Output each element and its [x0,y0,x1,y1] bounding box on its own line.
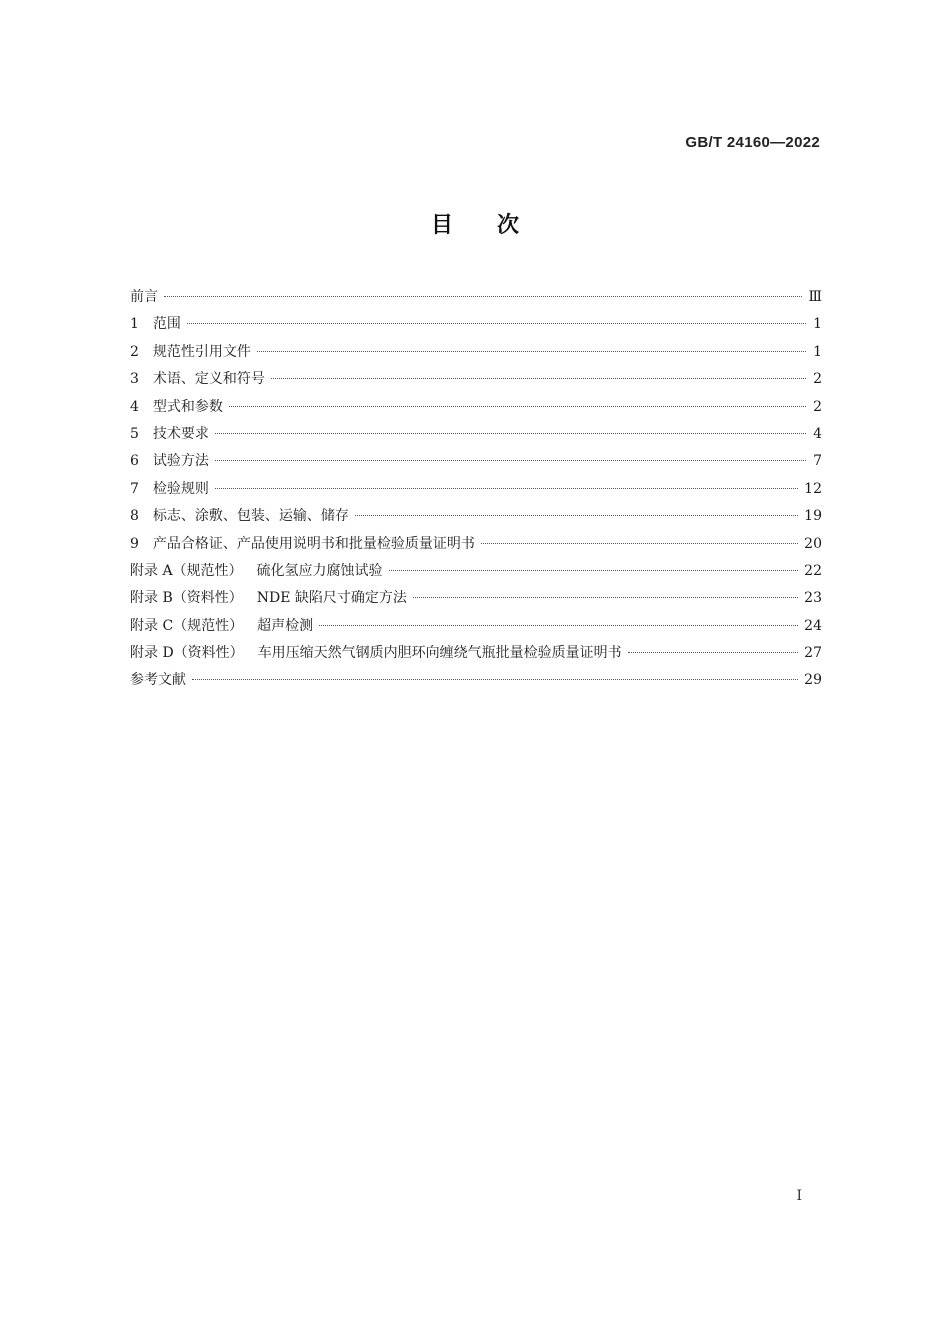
toc-entry-appendix-a[interactable] [130,558,822,585]
toc-entry-page: 2 [813,398,822,415]
toc-appendix-prefix: 附录 B（资料性） [130,590,243,607]
toc-appendix-prefix: 附录 C（规范性） [130,617,244,634]
toc-entry-appendix-b[interactable] [130,585,822,612]
toc-entry-number: 9 [130,535,139,552]
toc-entry-foreword[interactable] [130,284,822,311]
toc-entry-number: 4 [130,398,139,415]
toc-entry-5[interactable] [130,421,822,448]
toc-entry-label: 参考文献 [130,672,186,689]
toc-entry-label: 车用压缩天然气钢质内胆环向缠绕气瓶批量检验质量证明书 [257,645,622,662]
toc-entry-1[interactable] [130,311,822,338]
toc-leader-dots [215,488,798,489]
toc-entry-label: 标志、涂敷、包装、运输、储存 [152,508,349,525]
toc-entry-label: 试验方法 [152,453,209,470]
toc-leader-dots [215,460,806,461]
toc-entry-label: 检验规则 [152,480,209,497]
standard-number: GB/T 24160—2022 [685,134,820,151]
toc-appendix-prefix: 附录 A（规范性） [130,562,243,579]
toc-entry-7[interactable] [130,476,822,503]
toc-entry-page: 1 [813,316,822,333]
page-number: I [796,1188,802,1204]
toc-entry-label: 技术要求 [152,425,209,442]
toc-entry-4[interactable] [130,394,822,421]
toc-entry-page: Ⅲ [808,289,822,305]
toc-leader-dots [413,597,798,598]
toc-entry-number: 1 [130,316,139,333]
toc-entry-label: 范围 [152,316,181,333]
toc-entry-page: 23 [804,590,822,607]
toc-entry-label: 型式和参数 [152,398,223,415]
toc-entry-6[interactable] [130,448,822,475]
toc-leader-dots [229,406,806,407]
toc-entry-number: 3 [130,371,139,388]
toc-entry-references[interactable] [130,667,822,694]
toc-entry-page: 7 [813,453,822,470]
toc-entry-number: 2 [130,343,139,360]
toc-entry-page: 2 [813,371,822,388]
toc-entry-2[interactable] [130,339,822,366]
toc-leader-dots [271,378,806,379]
toc-entry-page: 22 [804,562,822,579]
toc-leader-dots [192,679,798,680]
toc-entry-number: 6 [130,453,139,470]
toc-entry-number: 7 [130,480,139,497]
toc-entry-label: 前言 [130,289,158,305]
toc-entry-page: 27 [804,645,822,662]
toc-entry-label: 术语、定义和符号 [152,371,265,388]
toc-entry-label: 硫化氢应力腐蚀试验 [256,562,383,579]
toc-entry-number: 8 [130,508,139,525]
toc-leader-dots [628,652,798,653]
toc-entry-page: 24 [804,617,822,634]
toc-entry-9[interactable] [130,531,822,558]
toc-entry-page: 19 [804,508,822,525]
toc-entry-page: 29 [804,672,822,689]
toc-entry-label: 产品合格证、产品使用说明书和批量检验质量证明书 [152,535,475,552]
toc-leader-dots [481,543,798,544]
toc-leader-dots [187,323,806,324]
toc-entry-appendix-d[interactable] [130,640,822,667]
toc-entry-label: NDE 缺陷尺寸确定方法 [256,590,407,607]
toc-appendix-prefix: 附录 D（资料性） [130,645,244,662]
toc-leader-dots [164,296,802,297]
toc-entry-8[interactable] [130,503,822,530]
toc-leader-dots [319,625,798,626]
toc-entry-label: 规范性引用文件 [152,343,251,360]
toc-entry-page: 12 [804,480,822,497]
toc-leader-dots [355,515,798,516]
toc-leader-dots [389,570,799,571]
toc-entry-number: 5 [130,425,139,442]
toc-entry-page: 4 [813,425,822,442]
toc-entry-label: 超声检测 [257,617,314,634]
toc-entry-page: 1 [813,343,822,360]
table-of-contents [130,284,822,695]
toc-leader-dots [215,433,806,434]
toc-entry-3[interactable] [130,366,822,393]
toc-entry-appendix-c[interactable] [130,613,822,640]
toc-entry-page: 20 [804,535,822,552]
page-title: 目次 [430,213,563,238]
toc-leader-dots [257,351,806,352]
